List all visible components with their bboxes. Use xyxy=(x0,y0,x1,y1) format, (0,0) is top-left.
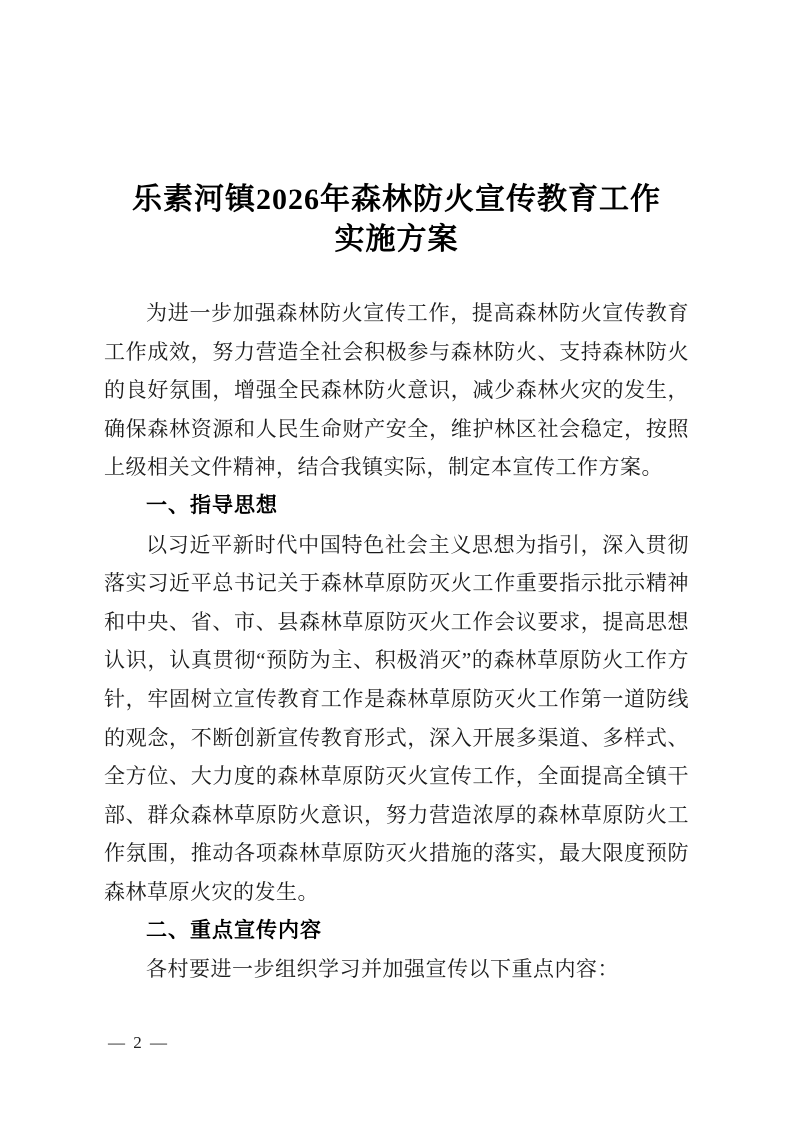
section-1-paragraph: 以习近平新时代中国特色社会主义思想为指引，深入贯彻落实习近平总书记关于森林草原防灭火工作重要指示批示精神和中央、省、市、县森林草原防灭火工作会议要求，提高思想认识，认真贯彻“预防为主、积极消灭”的森林草原防火工作方针，牢固树立宣传教育工作是森林草原防灭火工作第一道防线的观念，不断创新宣传教育形式，深入开展多渠道、多样式、全方位、大力度的森林草原防灭火宣传工作，全面提高全镇干部、群众森林草原防火意识，努力营造浓厚的森林草原防火工作氛围，推动各项森林草原防灭火措施的落实，最大限度预防森林草原火灾的发生。 xyxy=(104,532,689,904)
section-2-heading: 二、重点宣传内容 xyxy=(146,918,322,942)
section-2-paragraph: 各村要进一步组织学习并加强宣传以下重点内容： xyxy=(146,957,619,982)
document-title xyxy=(104,180,689,260)
page-number: — 2 — xyxy=(108,1033,169,1052)
document-title-line-1: 乐素河镇2026年森林防火宣传教育工作 xyxy=(132,183,661,216)
intro-paragraph: 为进一步加强森林防火宣传工作，提高森林防火宣传教育工作成效，努力营造全社会积极参与森林防火、支持森林防火的良好氛围，增强全民森林防火意识，减少森林火灾的发生，确保森林资源和人民生命财产安全，维护林区社会稳定，按照上级相关文件精神，结合我镇实际，制定本宣传工作方案。 xyxy=(104,301,689,480)
document-title-line-2: 实施方案 xyxy=(334,223,459,256)
section-1-heading: 一、指导思想 xyxy=(146,493,278,517)
